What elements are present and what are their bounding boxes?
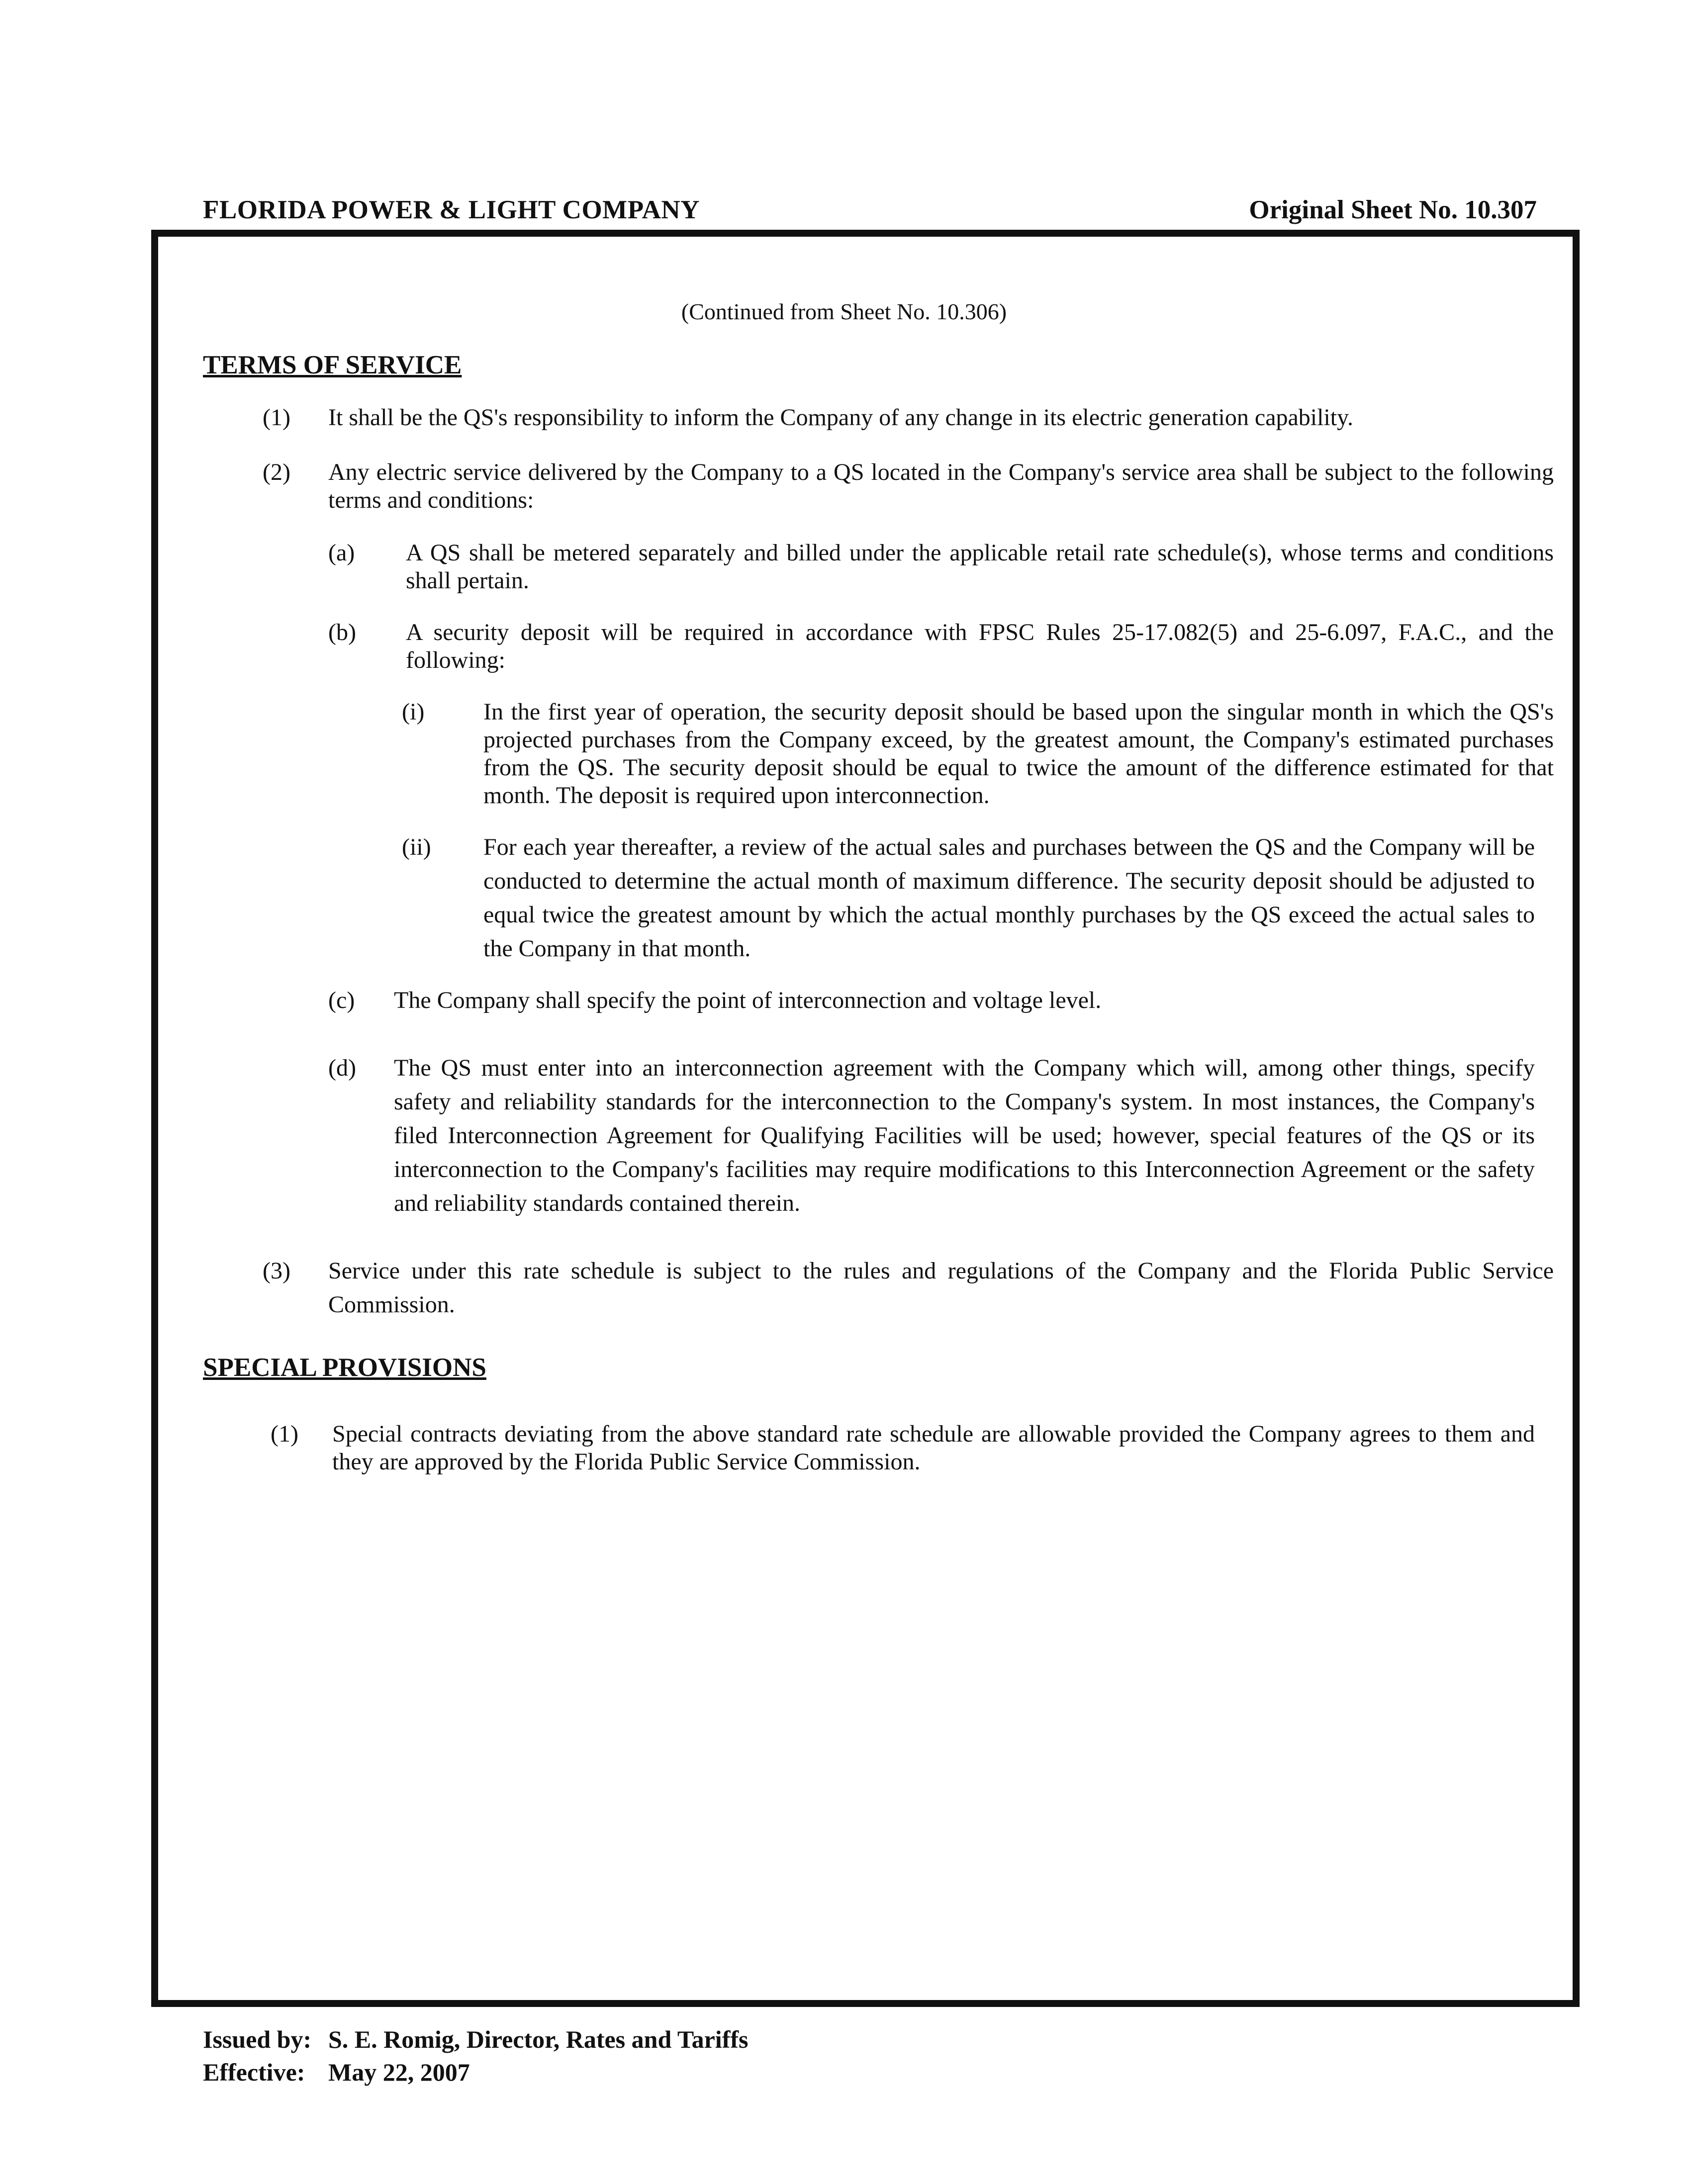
terms-of-service-heading: TERMS OF SERVICE (203, 351, 462, 379)
terms-item-3 (263, 1254, 1554, 1324)
item-number: (3) (263, 1258, 290, 1284)
item-number: (ii) (402, 834, 431, 860)
item-text: It shall be the QS's responsibility to inform the Company of any change in its electric generation capability. (328, 404, 1354, 431)
item-number: (1) (263, 404, 290, 431)
issued-by-value: S. E. Romig, Director, Rates and Tariffs (328, 2025, 749, 2053)
item-text: In the first year of operation, the security deposit should be based upon the singular month in which the QS's projected purchases from the Company exceed, by the greatest amount, the Company's estimated purchases from the QS. The security deposit should be equal to twice the amount of the difference estimated for that month. The deposit is required upon interconnection. (483, 699, 1554, 809)
item-number: (1) (271, 1421, 298, 1447)
terms-item-1 (263, 404, 1554, 434)
terms-item-2a (328, 539, 1554, 599)
special-provisions-heading: SPECIAL PROVISIONS (203, 1353, 486, 1382)
item-text: Any electric service delivered by the Company to a QS located in the Company's service area shall be subject to the following terms and conditions: (328, 459, 1554, 513)
issued-by-row (203, 2023, 748, 2056)
terms-item-2b-ii (402, 830, 1535, 970)
item-number: (c) (328, 987, 355, 1013)
item-number: (a) (328, 540, 355, 566)
item-text: Service under this rate schedule is subject to the rules and regulations of the Company and the Florida Public Service Commission. (328, 1258, 1554, 1318)
item-text: A QS shall be metered separately and billed under the applicable retail rate schedule(s), whose terms and conditions shall pertain. (406, 540, 1554, 594)
item-text: Special contracts deviating from the above standard rate schedule are allowable provided the Company agrees to them and they are approved by the Florida Public Service Commission. (332, 1421, 1535, 1475)
item-number: (d) (328, 1055, 356, 1081)
item-text: For each year thereafter, a review of the actual sales and purchases between the QS and the Company will be conducted to determine the actual month of maximum difference. The security deposit should be adjusted to equal twice the greatest amount by which the actual monthly purchases by the QS exceed the actual sales to the Company in that month. (483, 834, 1535, 962)
sheet-number: Original Sheet No. 10.307 (1249, 195, 1537, 224)
item-text: The Company shall specify the point of interconnection and voltage level. (394, 987, 1102, 1013)
terms-item-2c (328, 984, 1535, 1018)
item-text: The QS must enter into an interconnection agreement with the Company which will, among other things, specify safety and reliability standards for the interconnection to the Company's system. In most instances, the Company's filed Interconnection Agreement for Qualifying Facilities will be used; however, special features of the QS or its interconnection to the Company's facilities may require modifications to this Interconnection Agreement or the safety and reliability standards contained therein. (394, 1055, 1535, 1216)
terms-item-2b (328, 619, 1554, 678)
issuance-footer (203, 2023, 748, 2089)
special-item-1 (271, 1420, 1535, 1485)
item-number: (i) (402, 699, 425, 725)
issued-by-label: Issued by: (203, 2025, 312, 2053)
terms-item-2 (263, 458, 1554, 518)
effective-label: Effective: (203, 2058, 305, 2086)
terms-item-2d (328, 1051, 1535, 1225)
continued-note: (Continued from Sheet No. 10.306) (681, 299, 1007, 324)
company-name: FLORIDA POWER & LIGHT COMPANY (203, 195, 700, 224)
item-number: (b) (328, 619, 356, 645)
terms-item-2b-i (402, 698, 1554, 813)
item-number: (2) (263, 459, 290, 485)
item-text: A security deposit will be required in accordance with FPSC Rules 25-17.082(5) and 25-6.097, F.A.C., and the following: (406, 619, 1554, 673)
effective-date-value: May 22, 2007 (328, 2058, 470, 2086)
effective-date-row (203, 2056, 748, 2089)
